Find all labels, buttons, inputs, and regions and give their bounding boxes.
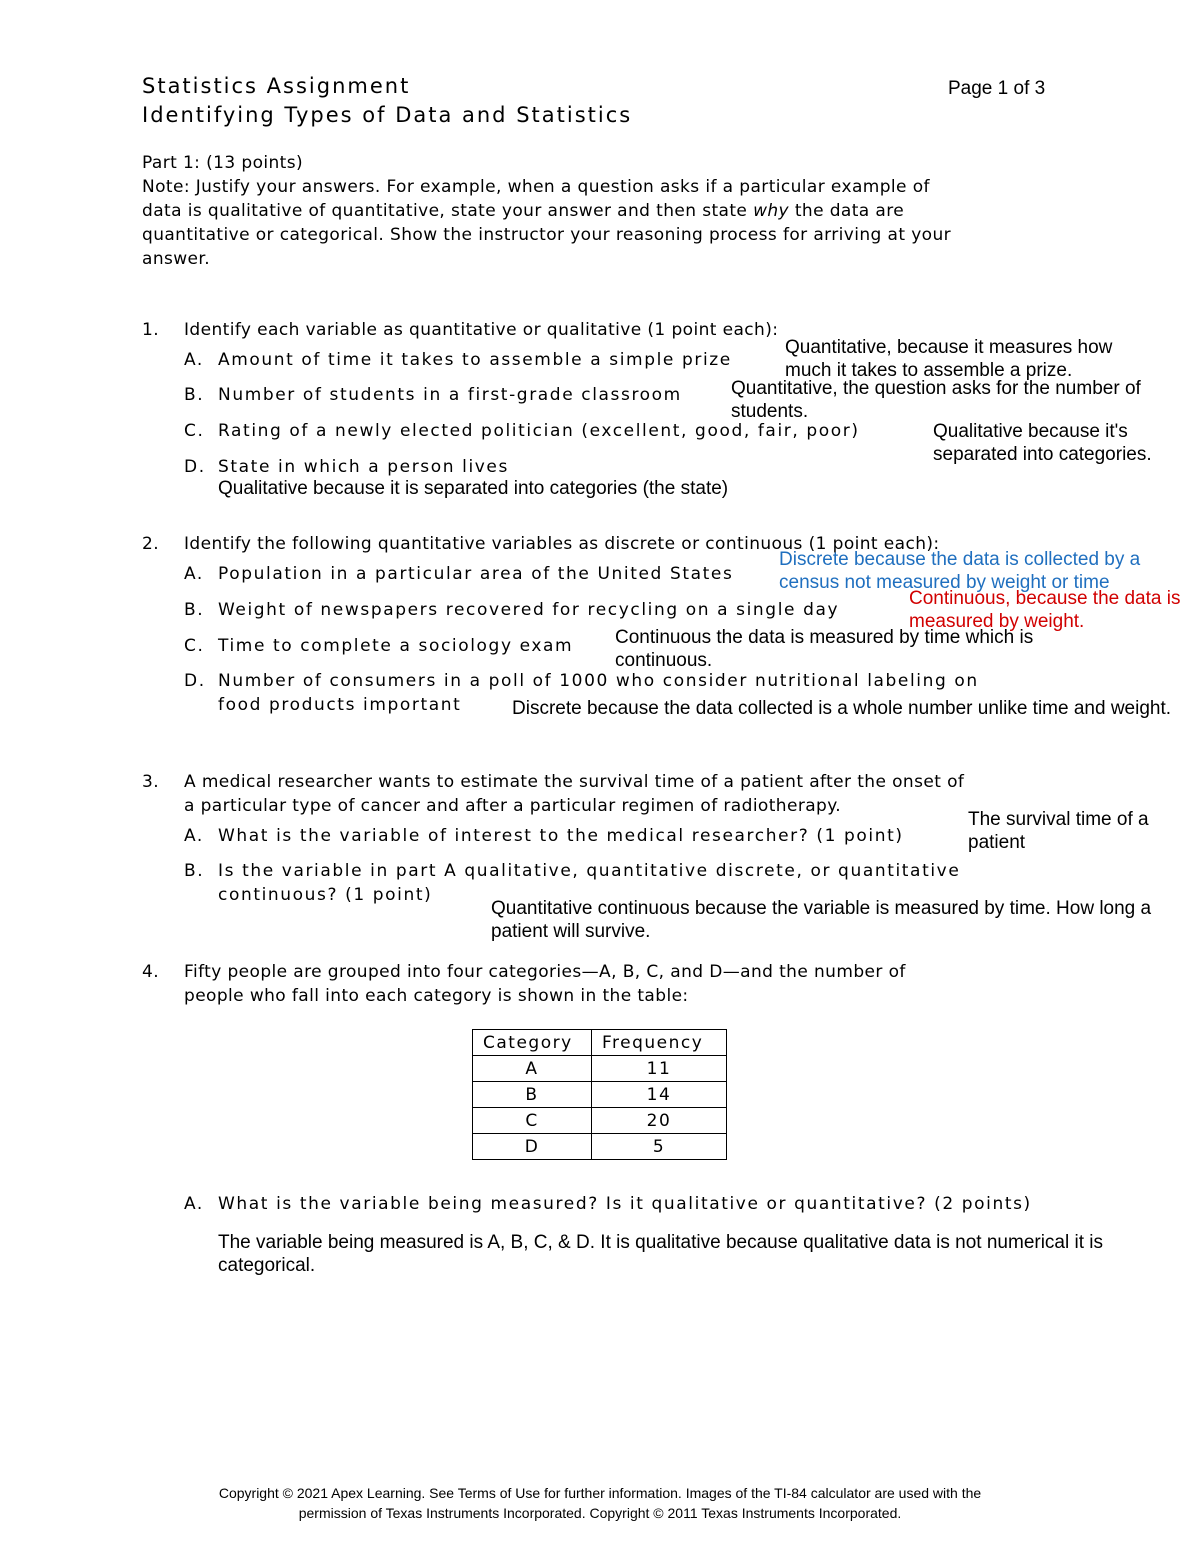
table-row <box>473 1056 727 1082</box>
q2c-text: Time to complete a sociology exam <box>218 636 574 656</box>
q2d-answer: Discrete because the data collected is a whole number unlike time and weight. <box>512 698 1172 719</box>
q1c-answer: Qualitative because it's separated into categories. <box>933 421 1152 465</box>
q1c-letter: C. <box>184 421 205 441</box>
q2b-text: Weight of newspapers recovered for recycling on a single day <box>218 600 840 620</box>
table-row <box>473 1108 727 1134</box>
q2d-text-line-2: food products important <box>218 695 462 715</box>
q2b-answer: Continuous, because the data is measured by weight. <box>909 588 1181 632</box>
category-cell: B <box>473 1082 592 1108</box>
category-cell: C <box>473 1108 592 1134</box>
frequency-cell: 20 <box>592 1108 727 1134</box>
footer-line-1: Copyright © 2021 Apex Learning. See Terms of Use for further information. Images of the TI-84 calculator are used with the <box>218 1485 982 1501</box>
q2-prompt: Identify the following quantitative variables as discrete or continuous (1 point each): <box>184 534 940 554</box>
q3a-text: What is the variable of interest to the medical researcher? (1 point) <box>218 826 904 846</box>
q3-prompt-line-2: a particular type of cancer and after a particular regimen of radiotherapy. <box>184 796 842 816</box>
q2a-letter: A. <box>184 564 204 584</box>
page-number: Page 1 of 3 <box>948 78 1046 99</box>
header-category: Category <box>473 1030 592 1056</box>
q3a-letter: A. <box>184 826 204 846</box>
q2d-text-line-1: Number of consumers in a poll of 1000 who consider nutritional labeling on <box>218 671 979 691</box>
q3a-answer: The survival time of a patient <box>968 809 1149 853</box>
q1a-letter: A. <box>184 350 204 370</box>
frequency-cell: 5 <box>592 1134 727 1160</box>
frequency-table <box>472 1029 727 1160</box>
title-line-2: Identifying Types of Data and Statistics <box>142 103 633 127</box>
q2a-text: Population in a particular area of the United States <box>218 564 734 584</box>
table-header-row <box>473 1030 727 1056</box>
q3-number: 3. <box>142 772 160 792</box>
q1b-text: Number of students in a first-grade classroom <box>218 385 682 405</box>
q2a-answer: Discrete because the data is collected by a census not measured by weight or time <box>779 549 1141 593</box>
q3b-letter: B. <box>184 861 205 881</box>
category-cell: A <box>473 1056 592 1082</box>
q3b-answer: Quantitative continuous because the variable is measured by time. How long a patient will survive. <box>491 898 1152 942</box>
q1-number: 1. <box>142 320 160 340</box>
q3b-text-line-1: Is the variable in part A qualitative, quantitative discrete, or quantitative <box>218 861 961 881</box>
header-frequency: Frequency <box>592 1030 727 1056</box>
title-line-1: Statistics Assignment <box>142 74 411 98</box>
q2b-letter: B. <box>184 600 205 620</box>
note-line-1: Note: Justify your answers. For example, when a question asks if a particular example of <box>142 177 930 197</box>
q4a-letter: A. <box>184 1194 204 1214</box>
q1b-answer: Quantitative, the question asks for the number of students. <box>731 378 1141 422</box>
frequency-cell: 14 <box>592 1082 727 1108</box>
note-line-2: data is qualitative of quantitative, state your answer and then state why the data are <box>142 201 905 221</box>
q3-prompt-line-1: A medical researcher wants to estimate the survival time of a patient after the onset of <box>184 772 965 792</box>
q4-prompt-line-1: Fifty people are grouped into four categories—A, B, C, and D—and the number of <box>184 962 906 982</box>
q4a-answer: The variable being measured is A, B, C, & D. It is qualitative because qualitative data is not numerical it is categorical. <box>218 1232 1104 1276</box>
q3b-text-line-2: continuous? (1 point) <box>218 885 433 905</box>
q2c-answer: Continuous the data is measured by time which is continuous. <box>615 627 1034 671</box>
footer-line-2: permission of Texas Instruments Incorporated. Copyright © 2011 Texas Instruments Incorporated. <box>298 1505 902 1521</box>
note-line-4: answer. <box>142 249 211 269</box>
q1c-text: Rating of a newly elected politician (excellent, good, fair, poor) <box>218 421 860 441</box>
q1d-answer: Qualitative because it is separated into categories (the state) <box>218 478 729 499</box>
q2d-letter: D. <box>184 671 206 691</box>
q1b-letter: B. <box>184 385 205 405</box>
q1-prompt: Identify each variable as quantitative or qualitative (1 point each): <box>184 320 779 340</box>
q2c-letter: C. <box>184 636 205 656</box>
q1d-letter: D. <box>184 457 206 477</box>
q4-prompt-line-2: people who fall into each category is shown in the table: <box>184 986 689 1006</box>
category-cell: D <box>473 1134 592 1160</box>
q4a-text: What is the variable being measured? Is it qualitative or quantitative? (2 points) <box>218 1194 1032 1214</box>
q1a-text: Amount of time it takes to assemble a simple prize <box>218 350 732 370</box>
q1a-answer: Quantitative, because it measures how much it takes to assemble a prize. <box>785 337 1113 381</box>
q1d-text: State in which a person lives <box>218 457 509 477</box>
frequency-cell: 11 <box>592 1056 727 1082</box>
table-row <box>473 1134 727 1160</box>
part-heading: Part 1: (13 points) <box>142 153 304 173</box>
q4-number: 4. <box>142 962 160 982</box>
table-row <box>473 1082 727 1108</box>
note-line-3: quantitative or categorical. Show the instructor your reasoning process for arriving at your <box>142 225 952 245</box>
q2-number: 2. <box>142 534 160 554</box>
